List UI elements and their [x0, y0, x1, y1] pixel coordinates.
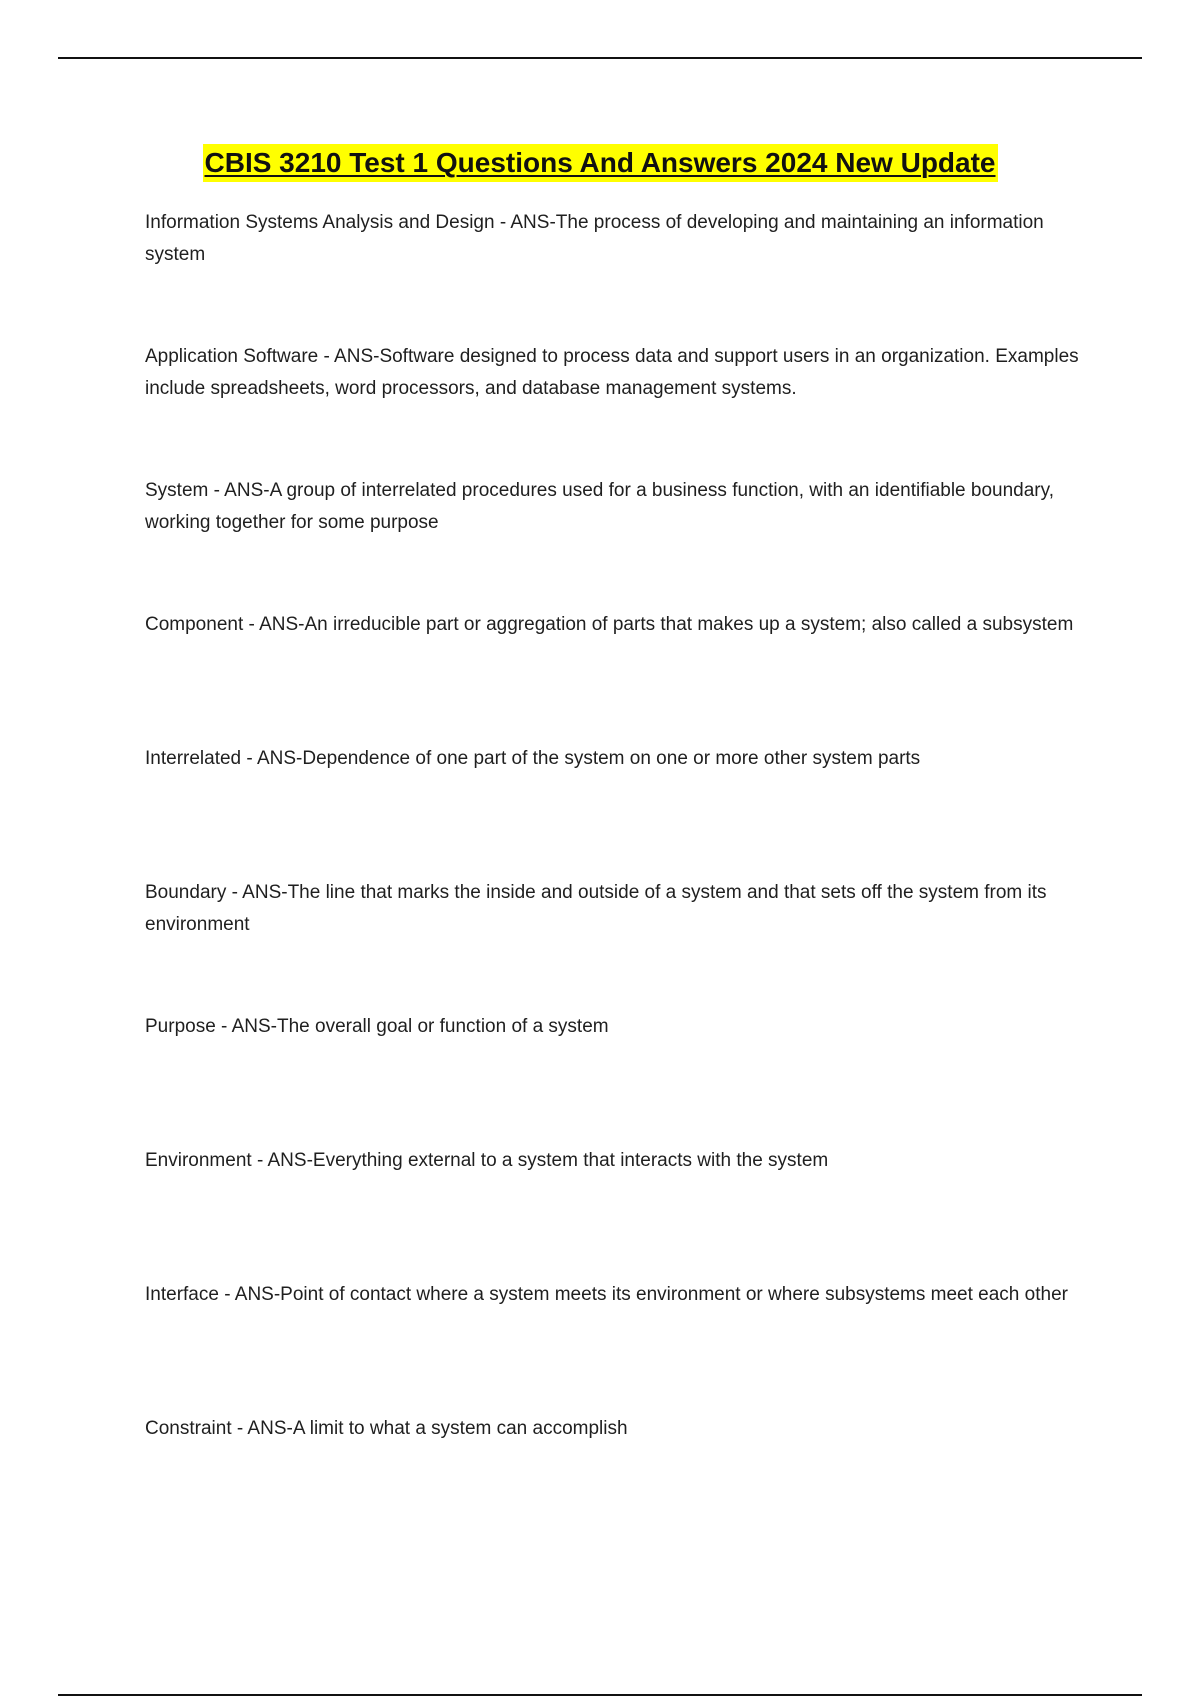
qa-item-component: Component - ANS-An irreducible part or aggregation of parts that makes up a system; also called a subsystem [145, 614, 1074, 635]
page-title: CBIS 3210 Test 1 Questions And Answers 2024 New Update [203, 144, 998, 182]
qa-item-boundary: Boundary - ANS-The line that marks the inside and outside of a system and that sets off the system from its environment [145, 882, 1047, 935]
qa-item-interface: Interface - ANS-Point of contact where a system meets its environment or where subsystems meet each other [145, 1284, 1068, 1305]
qa-list [145, 207, 1090, 1547]
qa-item-interrelated: Interrelated - ANS-Dependence of one part of the system on one or more other system parts [145, 748, 921, 769]
qa-item-system: System - ANS-A group of interrelated procedures used for a business function, with an identifiable boundary, working together for some purpose [145, 480, 1054, 533]
qa-item-purpose: Purpose - ANS-The overall goal or function of a system [145, 1016, 609, 1037]
qa-item-constraint: Constraint - ANS-A limit to what a system can accomplish [145, 1418, 628, 1439]
qa-item-environment: Environment - ANS-Everything external to a system that interacts with the system [145, 1150, 829, 1171]
header-rule [58, 57, 1142, 59]
qa-item-information-systems-analysis: Information Systems Analysis and Design - ANS-The process of developing and maintaining an information system [145, 212, 1044, 265]
qa-item-application-software: Application Software - ANS-Software designed to process data and support users in an organization. Examples include spreadsheets, word processors, and database management systems. [145, 346, 1079, 399]
footer-rule [58, 1694, 1142, 1696]
title-container [0, 144, 1200, 182]
